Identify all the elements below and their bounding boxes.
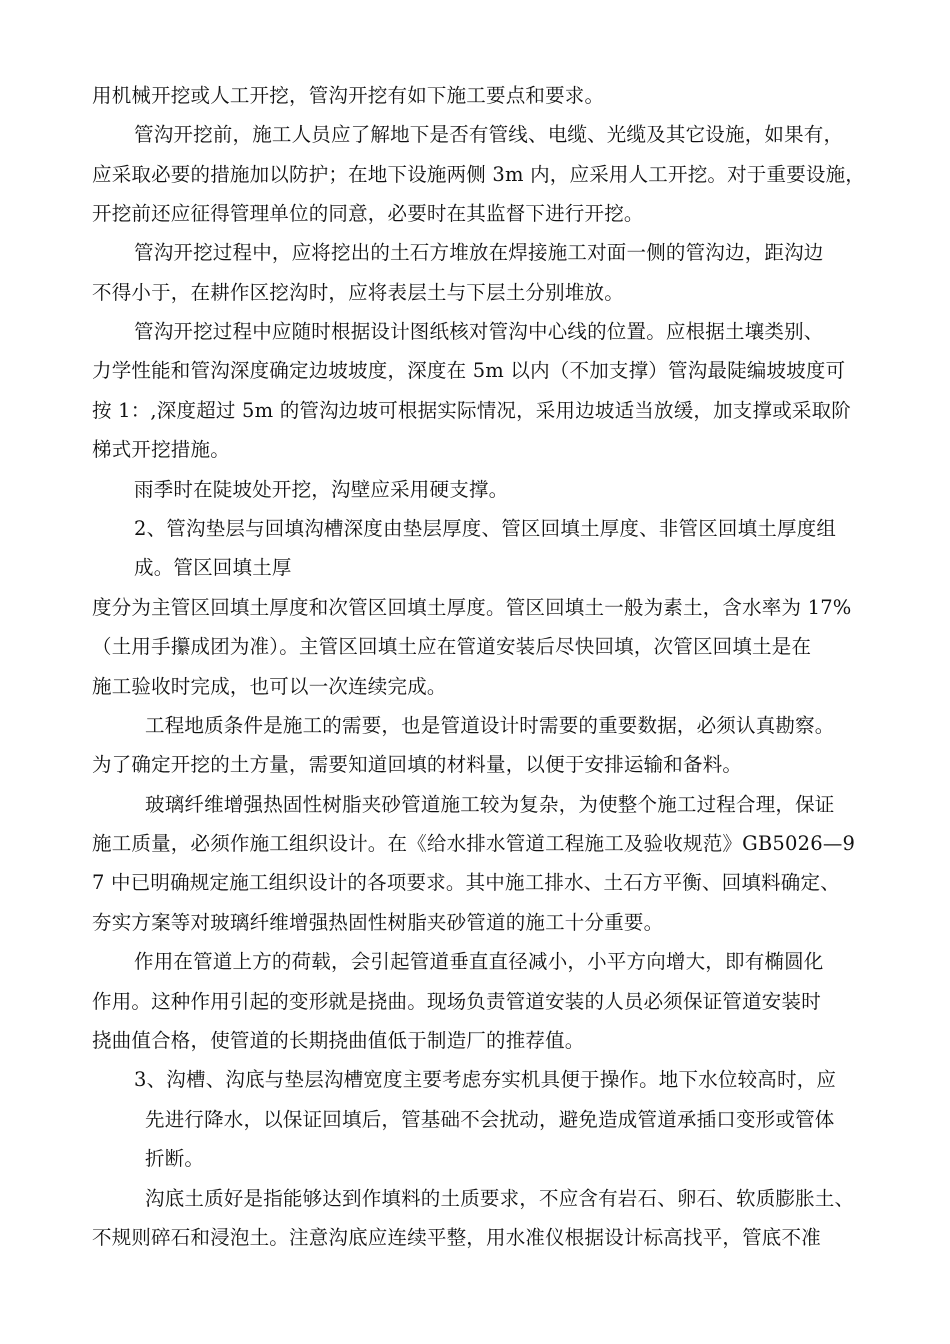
text-line: 度分为主管区回填土厚度和次管区回填土厚度。管区回填土一般为素土，含水率为 17% bbox=[92, 596, 852, 619]
text-line: 施工质量，必须作施工组织设计。在《给水排水管道工程施工及验收规范》GB5026—9 bbox=[92, 832, 856, 855]
text-line: 3、沟槽、沟底与垫层沟槽宽度主要考虑夯实机具便于操作。地下水位较高时，应 bbox=[134, 1068, 837, 1091]
text-line: 折断。 bbox=[145, 1147, 205, 1170]
text-line: 作用在管道上方的荷载，会引起管道垂直直径减小，小平方向增大，即有椭圆化 bbox=[134, 950, 824, 973]
text-line: 梯式开挖措施。 bbox=[92, 438, 230, 461]
text-line: 先进行降水，以保证回填后，管基础不会扰动，避免造成管道承插口变形或管体 bbox=[145, 1108, 835, 1131]
text-line: 沟底土质好是指能够达到作填料的土质要求，不应含有岩石、卵石、软质膨胀土、 bbox=[145, 1187, 855, 1210]
text-line: 挠曲值合格，使管道的长期挠曲值低于制造厂的推荐值。 bbox=[92, 1029, 585, 1052]
text-line: 管沟开挖过程中应随时根据设计图纸核对管沟中心线的位置。应根据土壤类别、 bbox=[134, 320, 824, 343]
text-line: （土用手攥成团为准）。主管区回填土应在管道安装后尽快回填，次管区回填土是在 bbox=[92, 635, 812, 658]
text-line: 开挖前还应征得管理单位的同意，必要时在其监督下进行开挖。 bbox=[92, 202, 644, 225]
text-line: 雨季时在陡坡处开挖，沟壁应采用硬支撑。 bbox=[134, 478, 509, 501]
text-line: 夯实方案等对玻璃纤维增强热固性树脂夹砂管道的施工十分重要。 bbox=[92, 911, 664, 934]
text-line: 不规则碎石和浸泡土。注意沟底应连续平整，用水准仪根据设计标高找平，管底不准 bbox=[92, 1226, 821, 1249]
text-line: 按 1：,深度超过 5m 的管沟边坡可根据实际情况，采用边坡适当放缓，加支撑或采取阶 bbox=[92, 399, 851, 422]
text-line: 应采取必要的措施加以防护；在地下设施两侧 3m 内，应采用人工开挖。对于重要设施， bbox=[92, 163, 865, 186]
text-line: 为了确定开挖的土方量，需要知道回填的材料量，以便于安排运输和备料。 bbox=[92, 753, 743, 776]
text-line: 施工验收时完成，也可以一次连续完成。 bbox=[92, 675, 447, 698]
text-line: 成。管区回填土厚 bbox=[134, 556, 292, 579]
text-line: 玻璃纤维增强热固性树脂夹砂管道施工较为复杂，为使整个施工过程合理，保证 bbox=[145, 793, 835, 816]
text-line: 作用。这种作用引起的变形就是挠曲。现场负责管道安装的人员必须保证管道安装时 bbox=[92, 990, 821, 1013]
text-line: 7 中已明确规定施工组织设计的各项要求。其中施工排水、土石方平衡、回填料确定、 bbox=[92, 871, 840, 894]
text-line: 2、管沟垫层与回填沟槽深度由垫层厚度、管区回填土厚度、非管区回填土厚度组 bbox=[134, 517, 837, 540]
text-line: 用机械开挖或人工开挖，管沟开挖有如下施工要点和要求。 bbox=[92, 84, 605, 107]
text-line: 管沟开挖过程中，应将挖出的土石方堆放在焊接施工对面一侧的管沟边，距沟边 bbox=[134, 241, 824, 264]
text-line: 力学性能和管沟深度确定边坡坡度，深度在 5m 以内（不加支撑）管沟最陡编坡坡度可 bbox=[92, 359, 846, 382]
text-line: 不得小于，在耕作区挖沟时，应将表层土与下层土分别堆放。 bbox=[92, 281, 624, 304]
text-line: 管沟开挖前，施工人员应了解地下是否有管线、电缆、光缆及其它设施，如果有， bbox=[134, 123, 844, 146]
text-line: 工程地质条件是施工的需要，也是管道设计时需要的重要数据，必须认真勘察。 bbox=[145, 714, 835, 737]
